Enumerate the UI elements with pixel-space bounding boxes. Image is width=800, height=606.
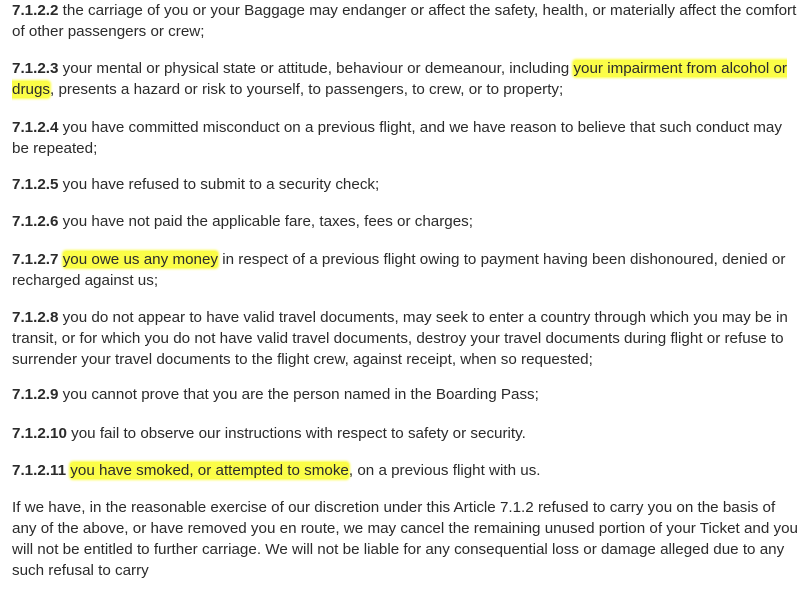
clause-number: 7.1.2.5 <box>12 176 59 193</box>
clause-number: 7.1.2.4 <box>12 119 59 136</box>
clause-text-pre: your mental or physical state or attitude, behaviour or demeanour, including <box>58 60 574 77</box>
clause-number: 7.1.2.6 <box>12 213 59 230</box>
clause-7-1-2-9 <box>12 384 798 405</box>
clause-7-1-2-7 <box>12 249 798 291</box>
clause-number: 7.1.2.11 <box>12 462 67 479</box>
clause-text: you cannot prove that you are the person named in the Boarding Pass; <box>58 386 539 403</box>
clause-text: you have refused to submit to a security check; <box>58 176 380 193</box>
highlighted-text: you have smoked, or attempted to smoke <box>70 462 349 479</box>
clause-number: 7.1.2.10 <box>12 425 67 442</box>
clause-text-post: in respect of a previous flight owing to payment having been dishonoured, denied or recharged against us; <box>12 251 786 289</box>
clause-7-1-2-8 <box>12 307 798 370</box>
closing-paragraph: If we have, in the reasonable exercise of our discretion under this Article 7.1.2 refused to carry you on the basis of any of the above, or have removed you en route, we may cancel the remaining unused portion of your Ticket and you will not be entitled to further carriage. We will not be liable for any consequential loss or damage alleged due to any such refusal to carry <box>12 499 798 579</box>
clause-text-post: , on a previous flight with us. <box>348 462 541 479</box>
clause-text: you do not appear to have valid travel documents, may seek to enter a country through which you may be in transit, or for which you do not have valid travel documents, destroy your travel documents during flight or refuse to surrender your travel documents to the flight crew, against receipt, when so requested; <box>12 309 788 368</box>
clause-7-1-2-5 <box>12 174 798 195</box>
clause-7-1-2-4 <box>12 117 798 159</box>
clause-7-1-2-3 <box>12 58 798 100</box>
clause-text: the carriage of you or your Baggage may endanger or affect the safety, health, or materially affect the comfort of other passengers or crew; <box>12 2 797 40</box>
clause-text: you have not paid the applicable fare, taxes, fees or charges; <box>58 213 473 230</box>
clause-7-1-2-10 <box>12 423 798 444</box>
highlighted-text: you owe us any money <box>62 251 219 268</box>
clause-7-1-2-2 <box>12 0 798 42</box>
clause-number: 7.1.2.9 <box>12 386 59 403</box>
clause-number: 7.1.2.2 <box>12 2 59 19</box>
clause-number: 7.1.2.7 <box>12 251 59 268</box>
clause-number: 7.1.2.8 <box>12 309 59 326</box>
clause-text-post: , presents a hazard or risk to yourself, to passengers, to crew, or to property; <box>50 81 564 98</box>
clause-7-1-2-11 <box>12 460 798 481</box>
clause-7-1-2-6 <box>12 211 798 232</box>
clause-text: you fail to observe our instructions with respect to safety or security. <box>66 425 526 442</box>
highlighted-text: your impairment from alcohol or drugs <box>12 60 787 98</box>
clause-text: you have committed misconduct on a previous flight, and we have reason to believe that such conduct may be repeated; <box>12 119 782 157</box>
clause-number: 7.1.2.3 <box>12 60 59 77</box>
